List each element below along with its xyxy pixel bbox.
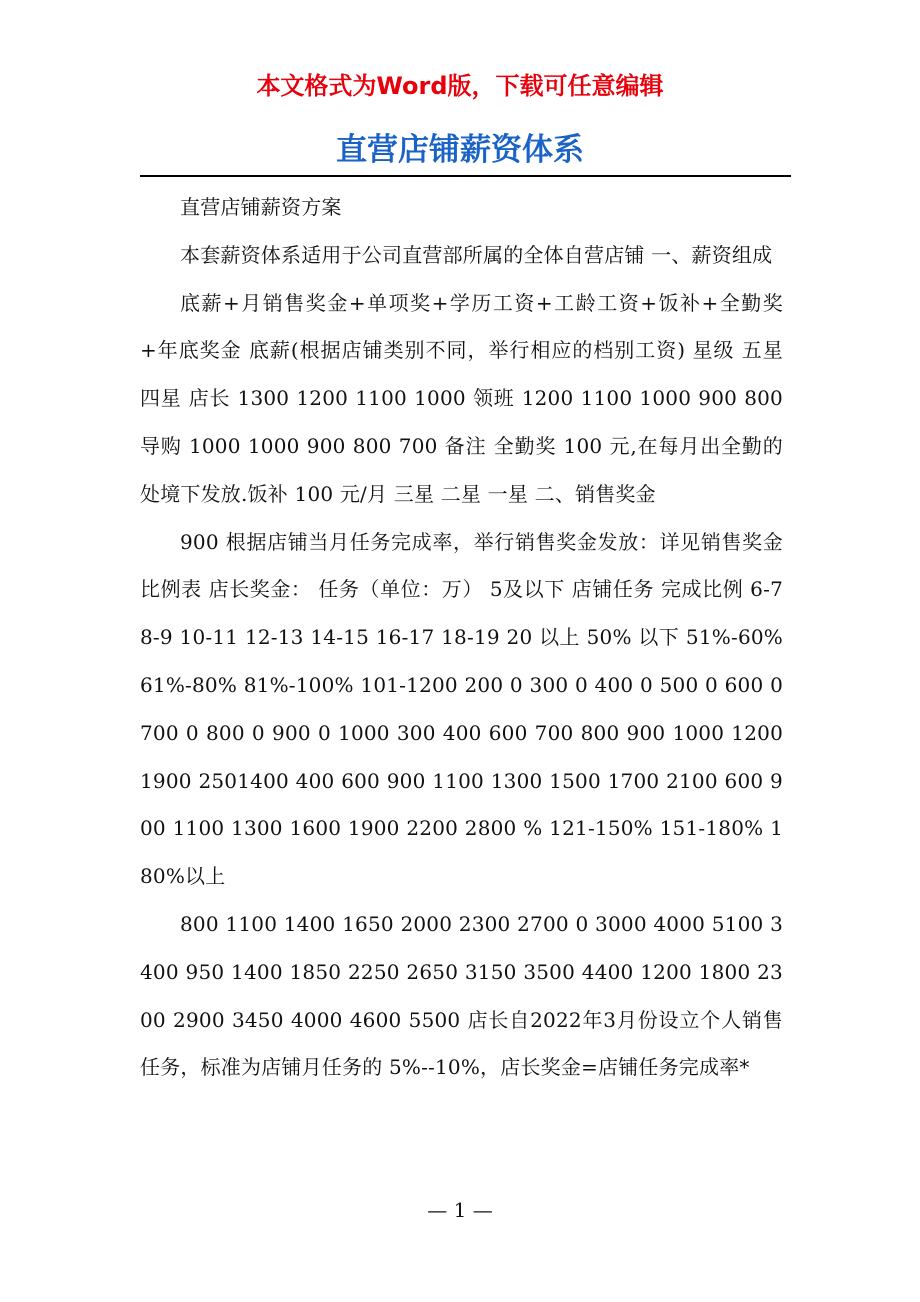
download-banner: 本文格式为Word版，下载可任意编辑 (256, 72, 664, 100)
paragraph-heading: 直营店铺薪资方案 (180, 195, 342, 219)
paragraph: 底薪+月销售奖金+单项奖+学历工资+工龄工资+饭补+全勤奖+年底奖金 底薪(根据店铺类别不同，举行相应的档别工资) 星级 五星 四星 店长 1300 1200 1100 1000 领班 1200 1100 1000 900 800 导购 1000 1000 900 800 700 备注 全勤奖 100 元,在每月出全勤的处境下发放.饭补 100 元/月 三星 二星 一星 二、销售奖金 (140, 290, 783, 506)
document-body (140, 184, 783, 1092)
document-title: 直营店铺薪资体系 (336, 132, 584, 168)
title-divider (140, 175, 791, 177)
paragraph: 900 根据店铺当月任务完成率，举行销售奖金发放：详见销售奖金比例表 店长奖金： 任务（单位：万） 5及以下 店铺任务 完成比例 6-7 8-9 10-11 12-13 14-15 16-17 18-19 20 以上 50% 以下 51%-60% 61%-80% 81%-100% 101-1200 200 0 300 0 400 0 500 0 600 0 700 0 800 0 900 0 1000 300 400 600 700 800 900 1000 1200 1900 2501400 400 600 900 1100 1300 1500 1700 2100 600 900 1100 1300 1600 1900 2200 2800 % 121-150% 151-180% 180%以上 (140, 529, 783, 889)
paragraph: 800 1100 1400 1650 2000 2300 2700 0 3000 4000 5100 3400 950 1400 1850 2250 2650 3150 3500 4400 1200 1800 2300 2900 3450 4000 4600 5500 店长自2022年3月份设立个人销售任务，标准为店铺月任务的 5%--10%，店长奖金=店铺任务完成率* (140, 911, 783, 1080)
paragraph: 本套薪资体系适用于公司直营部所属的全体自营店铺 一、薪资组成 (180, 242, 773, 267)
page-number: — 1 — (427, 1198, 493, 1222)
